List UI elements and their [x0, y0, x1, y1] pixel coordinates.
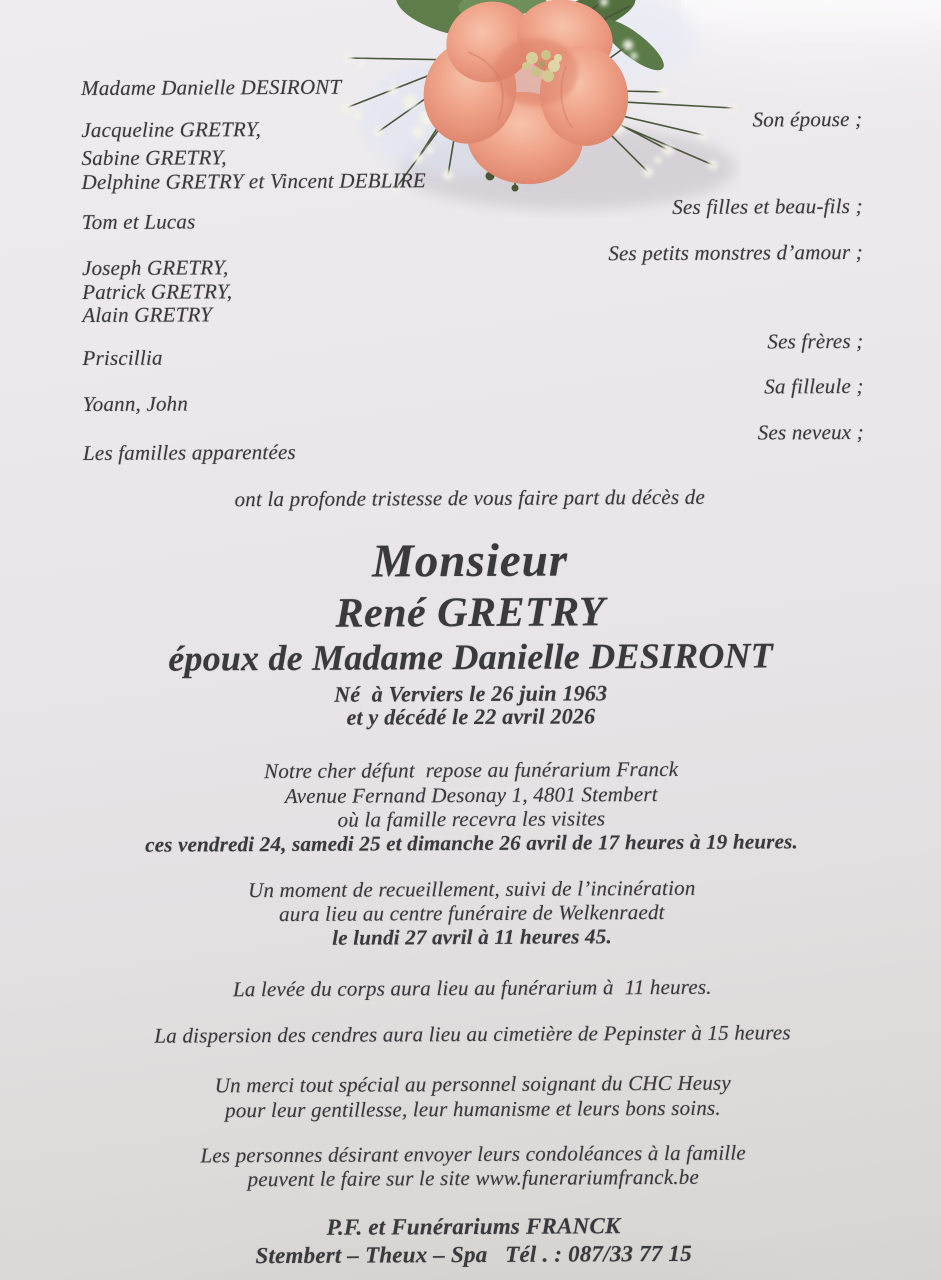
relation-line: Ses filles et beau-fils ;	[672, 193, 863, 219]
mourner-line: Les familles apparentées	[82, 439, 296, 466]
mourner-line: Madame Danielle DESIRONT	[81, 74, 342, 101]
mourner-line: Tom et Lucas	[81, 209, 196, 235]
dispersion-line: La dispersion des cendres aura lieu au cimetière de Pepinster à 15 heures	[154, 1020, 791, 1048]
relation-line: Sa filleule ;	[764, 373, 864, 399]
mourner-line: Sabine GRETRY,	[81, 145, 227, 171]
mourner-line: Priscillia	[82, 345, 163, 371]
visitation-line: Avenue Fernand Desonay 1, 4801 Stembert	[284, 782, 658, 808]
birth-line: Né à Verviers le 26 juin 1963	[334, 680, 608, 707]
relation-line: Ses neveux ;	[757, 419, 864, 445]
mourner-line: Patrick GRETRY,	[82, 279, 233, 305]
ceremony-line: aura lieu au centre funéraire de Welkenraedt	[279, 899, 665, 927]
deceased-title: Monsieur	[371, 534, 569, 588]
ceremony-date-line: le lundi 27 avril à 11 heures 45.	[332, 924, 612, 950]
funeral-home-contact: Stembert – Theux – Spa Tél . : 087/33 77 15	[255, 1240, 692, 1269]
announcement-intro: ont la profonde tristesse de vous faire part du décès de	[234, 484, 706, 512]
mourner-line: Yoann, John	[82, 391, 189, 417]
mourner-line: Joseph GRETRY,	[81, 255, 229, 281]
funeral-home-name: P.F. et Funérariums FRANCK	[326, 1213, 621, 1240]
condolence-website-line: peuvent le faire sur le site www.funerariumfranck.be	[247, 1164, 700, 1192]
mourner-line: Alain GRETRY	[82, 302, 213, 328]
thanks-line: Un merci tout spécial au personnel soignant du CHC Heusy	[214, 1070, 731, 1098]
death-line: et y décédé le 22 avril 2026	[346, 703, 596, 730]
relation-line: Ses petits monstres d’amour ;	[608, 239, 864, 266]
mourner-line: Delphine GRETRY et Vincent DEBLIRE	[81, 168, 426, 195]
deceased-name: René GRETRY	[335, 589, 606, 637]
condolence-line: Les personnes désirant envoyer leurs condoléances à la famille	[200, 1140, 746, 1168]
thanks-line: pour leur gentillesse, leur humanisme et leurs bons soins.	[225, 1095, 721, 1123]
relation-line: Ses frères ;	[767, 328, 864, 354]
visitation-schedule-line: ces vendredi 24, samedi 25 et dimanche 26 avril de 17 heures à 19 heures.	[145, 829, 798, 857]
deceased-spouse-line: époux de Madame Danielle DESIRONT	[168, 635, 773, 679]
visitation-line: où la famille recevra les visites	[337, 806, 606, 832]
visitation-line: Notre cher défunt repose au funérarium Franck	[264, 756, 679, 784]
levee-line: La levée du corps aura lieu au funérarium à 11 heures.	[232, 974, 712, 1002]
ceremony-line: Un moment de recueillement, suivi de l’incinération	[248, 875, 696, 903]
mourner-line: Jacqueline GRETRY,	[81, 117, 262, 143]
relation-line: Son épouse ;	[752, 106, 863, 132]
